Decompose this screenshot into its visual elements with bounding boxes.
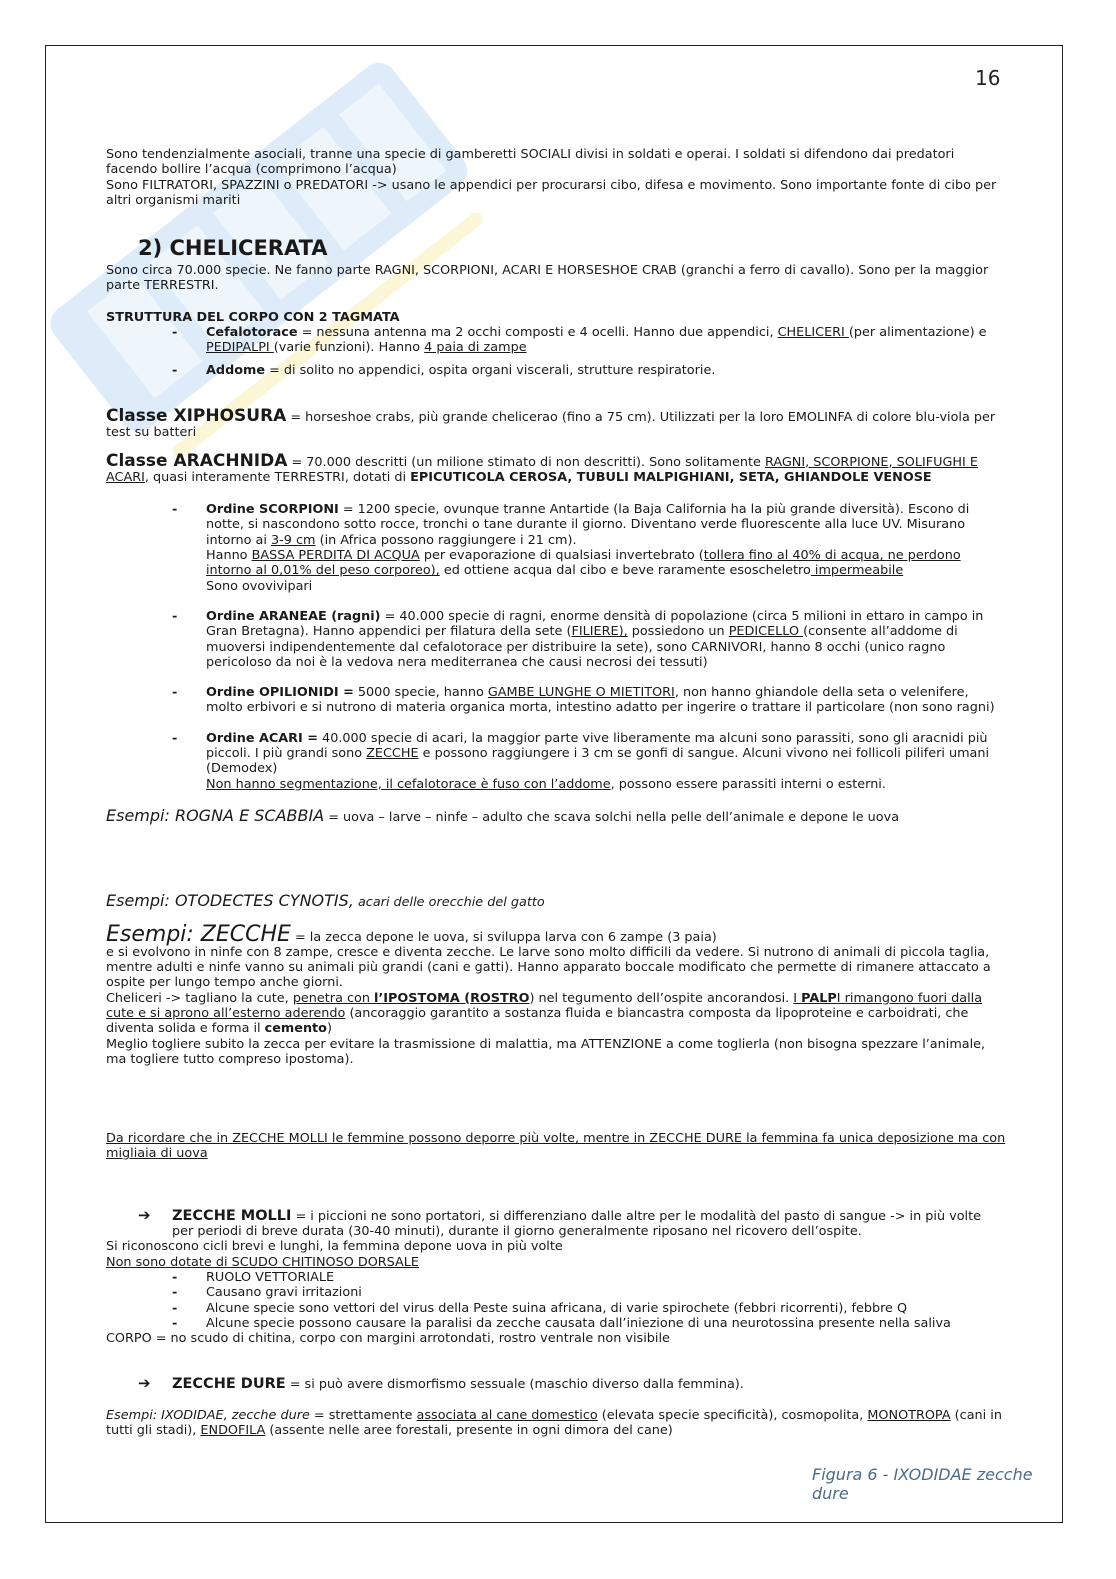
cefalotorace-text-2: (per alimentazione) e bbox=[848, 325, 987, 341]
zecche-molli-corpo: CORPO = no scudo di chitina, corpo con margini arrotondati, rostro ventrale non visibile bbox=[106, 1331, 670, 1347]
arrow-right-icon: ➔ bbox=[138, 1374, 151, 1393]
intro-paragraph-1: Sono tendenzialmente asociali, tranne una specie di gamberetti SOCIALI divisi in soldati e operai. I soldati si difendono dai predatori facendo bollire l’acqua (comprimono l’acqua) bbox=[106, 147, 955, 178]
scorpioni-text: = 1200 specie, ovunque tranne Antartide (la Baja California ha la più grande diversità). Escono di notte, si nascondono sotto rocce, tronchi o tane durante il giorno. Diventano verde fluorescente alla luce UV. Misurano intorno ai bbox=[206, 502, 970, 548]
zecche-paragraph-1: e si evolvono in ninfe con 8 zampe, cresce e diventa zecche. Le larve sono molto difficili da vedere. Si nutrono di animali di piccola taglia, mentre adulti e ninfe vanno su animali più grandi (cani e gatti). Hanno apparato boccale modificato che permette di rimanere attaccato a ospite per lungo tempo anche giorni. bbox=[106, 944, 991, 991]
list-item-molli-3: - Alcune specie sono vettori del virus della Peste suina africana, di varie spirochete (febbri ricorrenti), febbre Q bbox=[172, 1300, 908, 1316]
zampe-underlined: 4 paia di zampe bbox=[424, 340, 527, 356]
esempi-otodectes bbox=[106, 893, 1006, 910]
term-scorpioni: Ordine SCORPIONI bbox=[206, 502, 339, 518]
term-opilionidi: Ordine OPILIONIDI = bbox=[206, 685, 354, 701]
xiphosura-text: = horseshoe crabs, più grande chelicerao (fino a 75 cm). Utilizzati per la loro EMOLINFA di colore blu-viola per test su batteri bbox=[106, 409, 996, 441]
ixodidae-text: = strettamente bbox=[309, 1407, 417, 1423]
opilionidi-underlined: GAMBE LUNGHE O MIETITORI bbox=[487, 685, 675, 701]
zecche-p2-underlined-2: I bbox=[793, 990, 802, 1006]
list-item-scorpioni: - Ordine SCORPIONI = 1200 specie, ovunque tranne Antartide (la Baja California ha la più grande diversità). Escono di notte, si nascondono sotto rocce, tronchi o tane durante il giorno. Diventano verde fluorescente alla luce UV. Misurano intorno ai 3-9 cm (in Africa possono raggiungere i 21 cm). Hanno BASSA PERDITA DI ACQUA per evaporazione di qualsiasi invertebrato (tollera fino al 40% di acqua, ne perdono intorno al 0,01% del peso corporeo), ed ottiene acqua dal cibo e beve raramente esoscheletro impermeabile Sono ovovivipari bbox=[172, 502, 970, 594]
ixodidae-text-3: (cani in tutti gli stadi), bbox=[106, 1407, 1002, 1439]
molli-item-text: Causano gravi irritazioni bbox=[206, 1285, 362, 1301]
zecche-p2-underlined-3: I rimangono fuori dalla cute e si aprono all’esterno aderendo bbox=[106, 990, 983, 1021]
scorpioni-text-4: per evaporazione di qualsiasi invertebrato ( bbox=[419, 548, 704, 564]
zecche-molli-text: = i piccioni ne sono portatori, si differenziano dalle altre per le modalità del pasto di sangue -> in più volte per periodi di breve durata (30-40 minuti), durante il giorno generalmente riposano nel ricovero dell’ospite. bbox=[172, 1208, 981, 1240]
araneae-underlined: FILIERE), bbox=[571, 624, 628, 640]
ixodidae-text-2: (elevata specie specificità), cosmopolita, bbox=[597, 1407, 868, 1423]
arrow-right-icon: ➔ bbox=[138, 1205, 151, 1224]
document-body bbox=[106, 147, 1006, 1438]
esempi-zecche-label: Esempi: ZECCHE bbox=[106, 921, 291, 947]
acari-underlined-2: Non hanno segmentazione, il cefalotorace è fuso con l’addome bbox=[206, 776, 611, 792]
esempi-ixodidae-label: Esempi: IXODIDAE, zecche dure bbox=[106, 1407, 310, 1423]
esempi-rogna-text: = uova – larve – ninfe – adulto che scava solchi nella pelle dell’animale e depone le uova bbox=[324, 809, 900, 825]
zecche-cemento: cemento bbox=[264, 1021, 327, 1037]
scorpioni-text-5: ed ottiene acqua dal cibo e beve raramente esoscheletro bbox=[439, 563, 811, 579]
acari-text-3: , possono essere parassiti interni o esterni. bbox=[610, 776, 886, 792]
zecche-p2-text-2: ) nel tegumento dell’ospite ancorandosi. bbox=[529, 990, 794, 1006]
term-acari: Ordine ACARI = bbox=[206, 730, 318, 746]
esempi-rogna bbox=[106, 805, 1006, 825]
cefalotorace-text-3: (varie funzioni). Hanno bbox=[273, 340, 425, 356]
arachnida-text-2: , quasi interamente TERRESTRI, dotati di bbox=[144, 469, 411, 485]
arrow-item-zecche-dure bbox=[106, 1374, 1006, 1393]
list-item-molli-1: - RUOLO VETTORIALE bbox=[172, 1269, 335, 1285]
figure-caption: Figura 6 - IXODIDAE zecche dure bbox=[812, 1465, 1033, 1503]
zecche-molli-cicli: Si riconoscono cicli brevi e lunghi, la femmina depone uova in più volte bbox=[106, 1239, 563, 1255]
chelicerata-description: Sono circa 70.000 specie. Ne fanno parte RAGNI, SCORPIONI, ACARI E HORSESHOE CRAB (granchi a ferro di cavallo). Sono per la maggior parte TERRESTRI. bbox=[106, 263, 989, 294]
zecche-paragraph-3: Meglio togliere subito la zecca per evitare la trasmissione di malattia, ma ATTENZIONE a come toglierla (non bisogna spezzare l’animale, ma togliere tutto compreso ipostoma). bbox=[106, 1036, 986, 1067]
page-number: 16 bbox=[975, 66, 1001, 90]
list-item-molli-4: - Alcune specie possono causare la paralisi da zecche causata dall’iniezione di una neurotossina presente nella saliva bbox=[172, 1315, 951, 1331]
xiphosura-paragraph bbox=[106, 405, 1006, 441]
araneae-underlined-2: PEDICELLO bbox=[728, 624, 804, 640]
arachnida-text: = 70.000 descritti (un milione stimato di non descritti). Sono solitamente bbox=[287, 454, 765, 470]
esempi-zecche bbox=[106, 921, 1006, 947]
zecche-dure-text: = si può avere dismorfismo sessuale (maschio diverso dalla femmina). bbox=[285, 1377, 744, 1393]
arachnida-bold: EPICUTICOLA CEROSA, TUBULI MALPIGHIANI, SETA, GHIANDOLE VENOSE bbox=[410, 469, 932, 485]
molli-item-text: RUOLO VETTORIALE bbox=[206, 1269, 335, 1285]
term-cefalotorace: Cefalotorace bbox=[206, 325, 298, 341]
class-arachnida-label: Classe ARACHNIDA bbox=[106, 450, 288, 471]
arachnida-underlined: RAGNI, SCORPIONE, SOLIFUGHI E ACARI bbox=[106, 454, 978, 485]
acari-text: 40.000 specie di acari, la maggior parte vive liberamente ma alcuni sono parassiti, sono gli aracnidi più piccoli. I più grandi sono bbox=[206, 730, 988, 762]
zecche-p2-text-4: ) bbox=[326, 1021, 332, 1037]
esempi-otodectes-label: Esempi: OTODECTES CYNOTIS, bbox=[106, 891, 354, 911]
esempi-ixodidae bbox=[106, 1408, 1006, 1439]
molli-item-text: Alcune specie sono vettori del virus della Peste suina africana, di varie spirochete (febbri ricorrenti), febbre Q bbox=[206, 1300, 908, 1316]
class-xiphosura-label: Classe XIPHOSURA bbox=[106, 405, 287, 426]
molli-item-text: Alcune specie possono causare la paralisi da zecche causata dall’iniezione di una neurotossina presente nella saliva bbox=[206, 1315, 951, 1331]
cheliceri-underlined: CHELICERI bbox=[777, 325, 849, 341]
araneae-text: = 40.000 specie di ragni, enorme densità di popolazione (circa 5 milioni in ettaro in campo in Gran Bretagna). Hanno appendici per filatura della sete ( bbox=[206, 608, 984, 640]
scorpioni-text-6: Sono ovovivipari bbox=[206, 578, 313, 594]
acari-text-2: e possono raggiungere i 3 cm se gonfi di sangue. Alcuni vivono nei follicoli piliferi umani (Demodex) bbox=[206, 746, 990, 777]
addome-text: = di solito no appendici, ospita organi viscerali, strutture respiratorie. bbox=[265, 362, 716, 378]
arrow-item-zecche-molli bbox=[106, 1205, 1006, 1240]
list-item-addome: - Addome = di solito no appendici, ospita organi viscerali, strutture respiratorie. bbox=[172, 362, 716, 378]
list-item-acari: - Ordine ACARI = 40.000 specie di acari, la maggior parte vive liberamente ma alcuni sono parassiti, sono gli aracnidi più piccoli. I più grandi sono ZECCHE e possono raggiungere i 3 cm se gonfi di sangue. Alcuni vivono nei follicoli piliferi umani (Demodex) Non hanno segmentazione, il cefalotorace è fuso con l’addome, possono essere parassiti interni o esterni. bbox=[172, 730, 990, 792]
zecche-p2-text: Cheliceri -> tagliano la cute, bbox=[106, 990, 293, 1006]
opilionidi-text: 5000 specie, hanno bbox=[353, 685, 488, 701]
list-item-araneae: - Ordine ARANEAE (ragni) = 40.000 specie di ragni, enorme densità di popolazione (circa 5 milioni in ettaro in campo in Gran Bretagna). Hanno appendici per filatura della sete (FILIERE), possiedono un PEDICELLO (consente all’addome di muoversi indipendentemente dal cefalotorace per distribuire la sete), sono CARNIVORI, hanno 8 occhi (unico ragno pericoloso da noi è la vedova nera mediterranea che causi necrosi dei tessuti) bbox=[172, 608, 984, 670]
scorpioni-text-3: Hanno bbox=[206, 548, 252, 564]
ixodidae-monotropa: MONOTROPA bbox=[867, 1407, 951, 1423]
zecche-paragraph-2 bbox=[106, 991, 1006, 1037]
opilionidi-text-2: , non hanno ghiandole della seta o velenifere, molto erbivori e si nutrono di materia organica morta, intestino adatto per ingerire o trattare il particolare (non sono ragni) bbox=[206, 685, 995, 716]
zecche-p2-underlined: penetra con bbox=[292, 990, 375, 1006]
term-addome: Addome bbox=[206, 362, 266, 378]
araneae-text-2: possiedono un bbox=[627, 624, 729, 640]
zecche-ipostoma: l’IPOSTOMA (ROSTRO bbox=[374, 990, 530, 1006]
ixodidae-underlined: associata al cane domestico bbox=[416, 1407, 598, 1423]
scorpioni-underlined-4: impermeabile bbox=[810, 563, 904, 579]
list-item-cefalotorace: - Cefalotorace = nessuna antenna ma 2 occhi composti e 4 ocelli. Hanno due appendici, CHELICERI (per alimentazione) e PEDIPALPI (varie funzioni). Hanno 4 paia di zampe bbox=[172, 325, 987, 356]
struttura-heading: STRUTTURA DEL CORPO CON 2 TAGMATA bbox=[106, 309, 400, 325]
zecche-ricordare: Da ricordare che in ZECCHE MOLLI le femmine possono deporre più volte, mentre in ZECCHE DURE la femmina fa unica deposizione ma con migliaia di uova bbox=[106, 1131, 1006, 1162]
term-araneae: Ordine ARANEAE (ragni) bbox=[206, 608, 381, 624]
esempi-otodectes-text: acari delle orecchie del gatto bbox=[353, 895, 545, 911]
term-zecche-molli: ZECCHE MOLLI bbox=[172, 1207, 292, 1224]
arachnida-paragraph bbox=[106, 450, 1006, 486]
list-item-molli-2: - Causano gravi irritazioni bbox=[172, 1285, 362, 1301]
term-zecche-dure: ZECCHE DURE bbox=[172, 1376, 286, 1393]
ixodidae-text-4: (assente nelle aree forestali, presente in ogni dimora del cane) bbox=[265, 1423, 673, 1439]
scorpioni-text-2: (in Africa possono raggiungere i 21 cm). bbox=[315, 532, 577, 548]
zecche-palp: PALP bbox=[801, 990, 837, 1006]
zecche-molli-scudo: Non sono dotate di SCUDO CHITINOSO DORSALE bbox=[106, 1254, 419, 1270]
zecche-p2-text-3: (ancoraggio garantito a sostanza fluida e biancastra composta da lipoproteine e carboidrati, che diventa solida e forma il bbox=[106, 1005, 969, 1037]
esempi-rogna-label: Esempi: ROGNA E SCABBIA bbox=[106, 805, 325, 825]
section-heading-chelicerata: 2) CHELICERATA bbox=[138, 236, 328, 261]
ixodidae-endofila: ENDOFILA bbox=[200, 1423, 266, 1439]
araneae-text-3: (consente all’addome di muoversi indipendentemente dal cefalotorace per distribuire la sete), sono CARNIVORI, hanno 8 occhi (unico ragno pericoloso da noi è la vedova nera mediterranea che causi necrosi dei tessuti) bbox=[206, 624, 958, 670]
esempi-zecche-text: = la zecca depone le uova, si sviluppa larva con 6 zampe (3 paia) bbox=[290, 929, 717, 945]
cefalotorace-text: = nessuna antenna ma 2 occhi composti e 4 ocelli. Hanno due appendici, bbox=[297, 325, 778, 341]
acari-underlined: ZECCHE bbox=[366, 746, 419, 762]
scorpioni-underlined-2: BASSA PERDITA DI ACQUA bbox=[251, 548, 420, 564]
intro-paragraph-2: Sono FILTRATORI, SPAZZINI o PREDATORI -> usano le appendici per procurarsi cibo, difesa e movimento. Sono importante fonte di cibo per altri organismi mariti bbox=[106, 177, 997, 208]
pedipalpi-underlined: PEDIPALPI bbox=[206, 340, 274, 356]
scorpioni-underlined: 3-9 cm bbox=[271, 532, 316, 548]
list-item-opilionidi: - Ordine OPILIONIDI = 5000 specie, hanno GAMBE LUNGHE O MIETITORI, non hanno ghiandole della seta o velenifere, molto erbivori e si nutrono di materia organica morta, intestino adatto per ingerire o trattare il particolare (non sono ragni) bbox=[172, 685, 995, 716]
scorpioni-underlined-3: tollera fino al 40% di acqua, ne perdono intorno al 0,01% del peso corporeo), bbox=[206, 548, 961, 579]
